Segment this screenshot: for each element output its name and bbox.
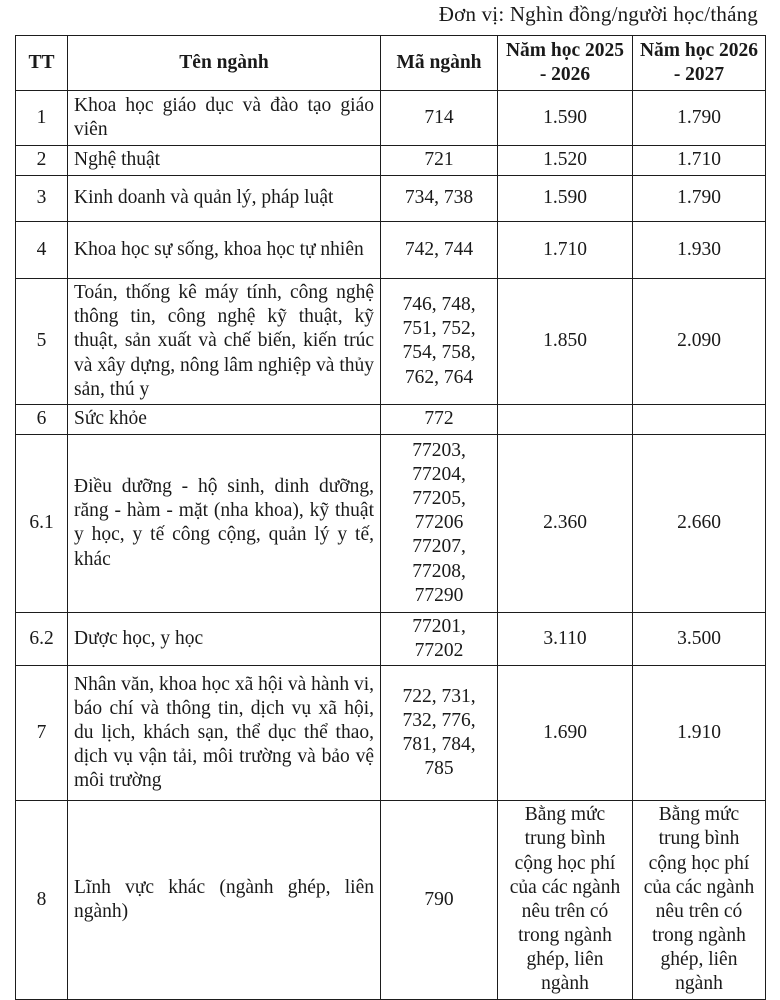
table-row <box>16 434 766 612</box>
cell-field-code: 722, 731, 732, 776, 781, 784, 785 <box>381 666 498 801</box>
cell-field-code: 714 <box>381 91 498 146</box>
cell-field-name: Khoa học giáo dục và đào tạo giáo viên <box>68 91 381 146</box>
cell-year1-fee: 1.850 <box>498 279 633 405</box>
col-header-code: Mã ngành <box>381 36 498 91</box>
cell-year1-fee: 1.520 <box>498 146 633 176</box>
cell-year2-fee <box>633 404 766 434</box>
cell-year1-fee <box>498 404 633 434</box>
table-header <box>16 36 766 91</box>
cell-field-name: Nghệ thuật <box>68 146 381 176</box>
cell-field-name: Kinh doanh và quản lý, pháp luật <box>68 176 381 222</box>
cell-year1-fee: 1.590 <box>498 176 633 222</box>
cell-field-code: 790 <box>381 801 498 999</box>
cell-field-code: 721 <box>381 146 498 176</box>
cell-year2-fee: 1.710 <box>633 146 766 176</box>
table-row <box>16 666 766 801</box>
table-body <box>16 91 766 1000</box>
cell-field-name: Dược học, y học <box>68 612 381 665</box>
cell-tt: 8 <box>16 801 68 999</box>
cell-field-name: Lĩnh vực khác (ngành ghép, liên ngành) <box>68 801 381 999</box>
cell-field-name: Sức khỏe <box>68 404 381 434</box>
cell-year2-fee: 2.090 <box>633 279 766 405</box>
cell-field-name: Khoa học sự sống, khoa học tự nhiên <box>68 222 381 279</box>
cell-field-code: 77201, 77202 <box>381 612 498 665</box>
cell-tt: 6 <box>16 404 68 434</box>
table-row <box>16 404 766 434</box>
table-row <box>16 801 766 999</box>
cell-year1-fee: 3.110 <box>498 612 633 665</box>
cell-year1-fee: Bằng mức trung bình cộng học phí của các ngành nêu trên có trong ngành ghép, liên ngành <box>498 801 633 999</box>
table-row <box>16 222 766 279</box>
cell-tt: 1 <box>16 91 68 146</box>
cell-year2-fee: 1.930 <box>633 222 766 279</box>
cell-tt: 2 <box>16 146 68 176</box>
cell-year1-fee: 1.710 <box>498 222 633 279</box>
table-row <box>16 279 766 405</box>
cell-tt: 5 <box>16 279 68 405</box>
cell-year1-fee: 1.590 <box>498 91 633 146</box>
cell-tt: 6.2 <box>16 612 68 665</box>
cell-year1-fee: 2.360 <box>498 434 633 612</box>
cell-tt: 6.1 <box>16 434 68 612</box>
table-row <box>16 176 766 222</box>
cell-field-name: Điều dưỡng - hộ sinh, dinh dưỡng, răng - hàm - mặt (nha khoa), kỹ thuật y học, y tế công cộng, quản lý y tế, khác <box>68 434 381 612</box>
col-header-year2: Năm học 2026 - 2027 <box>633 36 766 91</box>
cell-tt: 7 <box>16 666 68 801</box>
cell-field-code: 742, 744 <box>381 222 498 279</box>
cell-field-code: 734, 738 <box>381 176 498 222</box>
table-row <box>16 91 766 146</box>
cell-field-name: Toán, thống kê máy tính, công nghệ thông tin, công nghệ kỹ thuật, kỹ thuật, sản xuất và chế biến, kiến trúc và xây dựng, nông lâm nghiệp và thủy sản, thú y <box>68 279 381 405</box>
cell-field-code: 746, 748, 751, 752, 754, 758, 762, 764 <box>381 279 498 405</box>
cell-year2-fee: Bằng mức trung bình cộng học phí của các ngành nêu trên có trong ngành ghép, liên ngành <box>633 801 766 999</box>
col-header-year1: Năm học 2025 - 2026 <box>498 36 633 91</box>
col-header-name: Tên ngành <box>68 36 381 91</box>
header-row <box>16 36 766 91</box>
cell-year2-fee: 1.790 <box>633 176 766 222</box>
unit-label: Đơn vị: Nghìn đồng/người học/tháng <box>438 2 758 26</box>
cell-year1-fee: 1.690 <box>498 666 633 801</box>
cell-field-name: Nhân văn, khoa học xã hội và hành vi, báo chí và thông tin, dịch vụ xã hội, du lịch, khách sạn, thể dục thể thao, dịch vụ vận tải, môi trường và bảo vệ môi trường <box>68 666 381 801</box>
table-row <box>16 146 766 176</box>
cell-year2-fee: 1.790 <box>633 91 766 146</box>
cell-field-code: 77203, 77204, 77205, 77206 77207, 77208, 77290 <box>381 434 498 612</box>
cell-year2-fee: 1.910 <box>633 666 766 801</box>
cell-year2-fee: 3.500 <box>633 612 766 665</box>
col-header-tt: TT <box>16 36 68 91</box>
table-row <box>16 612 766 665</box>
cell-year2-fee: 2.660 <box>633 434 766 612</box>
cell-tt: 3 <box>16 176 68 222</box>
cell-field-code: 772 <box>381 404 498 434</box>
tuition-fee-table <box>15 35 766 1000</box>
cell-tt: 4 <box>16 222 68 279</box>
